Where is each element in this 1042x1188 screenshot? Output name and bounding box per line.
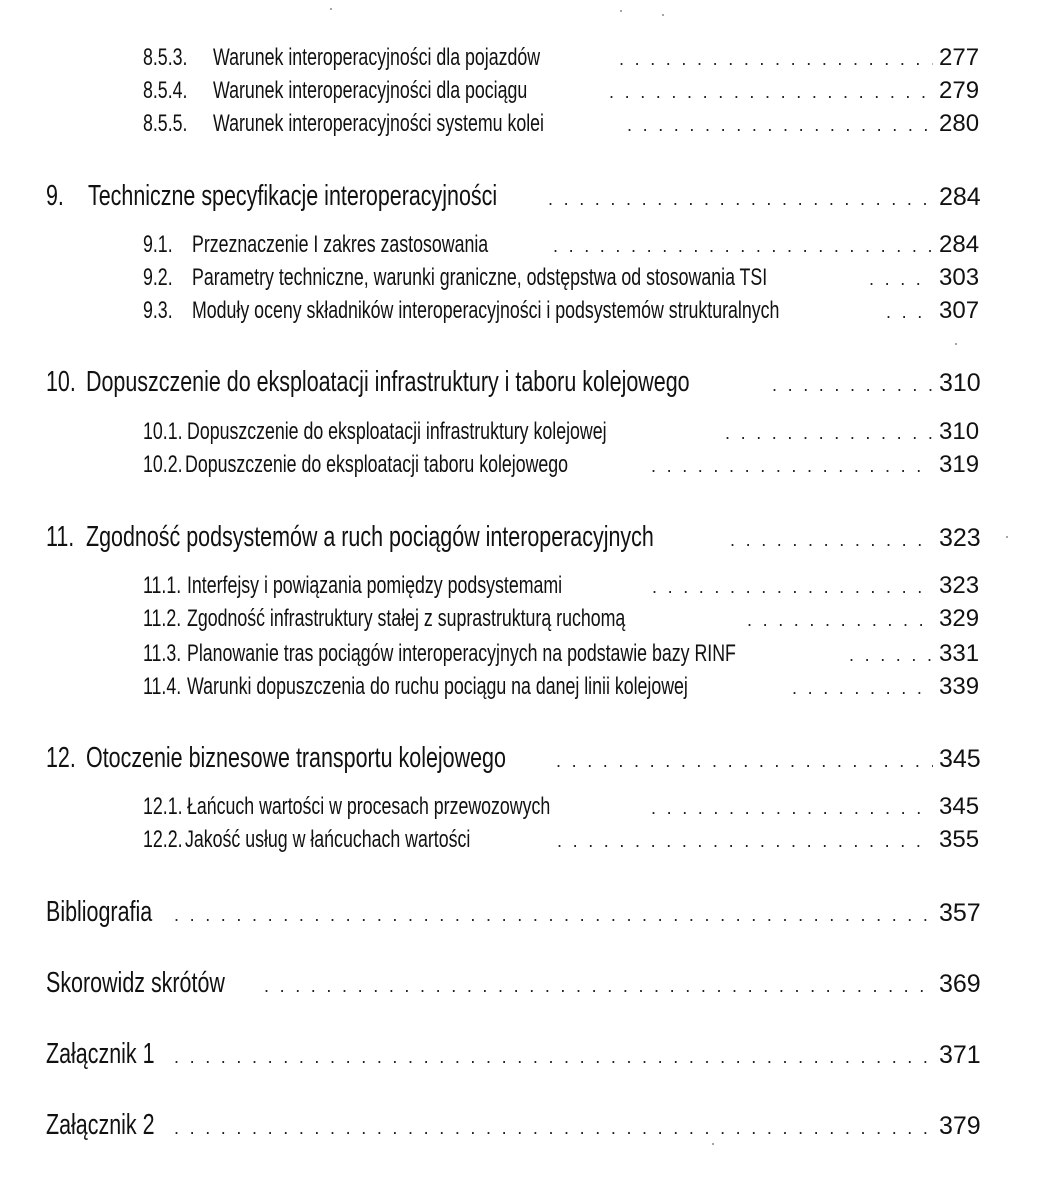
entry-title: Dopuszczenie do eksploatacji infrastruktury i taboru kolejowego <box>86 366 690 398</box>
scan-speck <box>712 1143 714 1145</box>
dot-leader <box>553 236 933 257</box>
entry-page: 339 <box>939 673 980 700</box>
toc-chapter-12 <box>46 742 993 774</box>
toc-entry-12-2 <box>143 826 993 858</box>
entry-number: 12.1. <box>143 793 183 820</box>
entry-title: Zgodność podsystemów a ruch pociągów interoperacyjnych <box>86 521 654 553</box>
toc-abbreviations-index <box>46 967 993 999</box>
entry-number: 10. <box>46 366 76 398</box>
scan-speck <box>1006 536 1008 538</box>
entry-title: Warunki dopuszczenia do ruchu pociągu na danej linii kolejowej <box>187 673 688 700</box>
entry-page: 310 <box>939 369 981 397</box>
entry-title: Jakość usług w łańcuchach wartości <box>185 826 471 853</box>
dot-leader <box>609 82 933 103</box>
entry-title: Bibliografia <box>46 896 153 928</box>
entry-title: Interfejsy i powiązania pomiędzy podsystemami <box>187 572 563 599</box>
entry-title: Warunek interoperacyjności dla pojazdów <box>213 44 541 71</box>
entry-number: 10.2. <box>143 451 183 478</box>
entry-page: 284 <box>939 183 981 211</box>
toc-bibliography <box>46 896 993 928</box>
entry-page: 357 <box>939 899 981 927</box>
entry-number: 8.5.4. <box>143 77 188 104</box>
entry-number: 10.1. <box>143 418 183 445</box>
entry-page: 369 <box>939 970 981 998</box>
dot-leader <box>651 798 933 819</box>
entry-title: Warunek interoperacyjności dla pociągu <box>213 77 528 104</box>
entry-title: Załącznik 1 <box>46 1038 155 1070</box>
entry-page: 284 <box>939 231 980 258</box>
entry-number: 12.2. <box>143 826 183 853</box>
entry-title: Parametry techniczne, warunki graniczne, odstępstwa od stosowania TSI <box>192 264 768 291</box>
entry-number: 11.3. <box>143 640 182 667</box>
dot-leader <box>652 577 933 598</box>
entry-title: Techniczne specyfikacje interoperacyjności <box>88 180 498 212</box>
dot-leader <box>556 751 933 772</box>
entry-page: 303 <box>939 264 980 291</box>
toc-chapter-11 <box>46 521 993 553</box>
entry-number: 9.1. <box>143 231 173 258</box>
toc-entry-10-1 <box>143 418 993 450</box>
dot-leader <box>264 976 933 997</box>
entry-number: 11.1. <box>143 572 182 599</box>
entry-page: 371 <box>939 1041 981 1069</box>
dot-leader <box>174 1118 933 1139</box>
entry-title: Zgodność infrastruktury stałej z suprastrukturą ruchomą <box>187 605 626 632</box>
entry-page: 307 <box>939 297 980 324</box>
entry-title: Dopuszczenie do eksploatacji infrastruktury kolejowej <box>187 418 607 445</box>
entry-page: 379 <box>939 1112 981 1140</box>
toc-entry-8-5-3 <box>143 44 993 76</box>
toc-entry-9-1 <box>143 231 993 263</box>
dot-leader <box>869 269 933 290</box>
entry-title: Załącznik 2 <box>46 1109 155 1141</box>
entry-number: 11.4. <box>143 673 182 700</box>
entry-page: 329 <box>939 605 980 632</box>
entry-page: 323 <box>939 524 981 552</box>
toc-entry-11-4 <box>143 673 993 705</box>
entry-page: 319 <box>939 451 980 478</box>
scan-speck <box>662 14 664 16</box>
toc-appendix-1 <box>46 1038 993 1070</box>
entry-page: 277 <box>939 44 980 71</box>
toc-entry-10-2 <box>143 451 993 483</box>
toc-entry-12-1 <box>143 793 993 825</box>
toc-entry-8-5-5 <box>143 110 993 142</box>
entry-title: Moduły oceny składników interoperacyjności i podsystemów strukturalnych <box>192 297 780 324</box>
entry-title: Otoczenie biznesowe transportu kolejowego <box>86 742 506 774</box>
toc-entry-8-5-4 <box>143 77 993 109</box>
dot-leader <box>548 189 933 210</box>
scan-speck <box>955 343 957 345</box>
toc-chapter-9 <box>46 180 993 212</box>
toc-entry-11-2 <box>143 605 993 637</box>
dot-leader <box>772 375 933 396</box>
entry-page: 310 <box>939 418 980 445</box>
scan-speck <box>620 10 622 12</box>
dot-leader <box>730 530 933 551</box>
entry-title: Dopuszczenie do eksploatacji taboru kolejowego <box>185 451 569 478</box>
entry-page: 355 <box>939 826 980 853</box>
entry-title: Planowanie tras pociągów interoperacyjnych na podstawie bazy RINF <box>187 640 736 667</box>
entry-page: 280 <box>939 110 980 137</box>
entry-number: 11.2. <box>143 605 182 632</box>
entry-number: 8.5.5. <box>143 110 188 137</box>
dot-leader <box>557 831 933 852</box>
toc-entry-9-2 <box>143 264 993 296</box>
entry-page: 323 <box>939 572 980 599</box>
dot-leader <box>627 115 933 136</box>
entry-page: 279 <box>939 77 980 104</box>
entry-number: 11. <box>46 521 75 553</box>
entry-title: Warunek interoperacyjności systemu kolei <box>213 110 544 137</box>
entry-title: Skorowidz skrótów <box>46 967 225 999</box>
entry-page: 345 <box>939 793 980 820</box>
toc-entry-11-1 <box>143 572 993 604</box>
dot-leader <box>747 610 933 631</box>
dot-leader <box>849 645 933 666</box>
dot-leader <box>792 678 933 699</box>
dot-leader <box>174 1047 933 1068</box>
toc-chapter-10 <box>46 366 993 398</box>
entry-number: 9.3. <box>143 297 173 324</box>
dot-leader <box>725 423 933 444</box>
entry-number: 12. <box>46 742 76 774</box>
entry-number: 9. <box>46 180 64 212</box>
entry-title: Łańcuch wartości w procesach przewozowych <box>187 793 551 820</box>
entry-title: Przeznaczenie I zakres zastosowania <box>192 231 489 258</box>
entry-number: 8.5.3. <box>143 44 188 71</box>
dot-leader <box>174 905 933 926</box>
toc-entry-9-3 <box>143 297 993 329</box>
toc-appendix-2 <box>46 1109 993 1141</box>
scan-speck <box>330 8 332 10</box>
dot-leader <box>619 49 933 70</box>
dot-leader <box>886 302 933 323</box>
entry-page: 331 <box>939 640 980 667</box>
dot-leader <box>651 456 933 477</box>
toc-entry-11-3 <box>143 640 993 672</box>
entry-page: 345 <box>939 745 981 773</box>
entry-number: 9.2. <box>143 264 173 291</box>
